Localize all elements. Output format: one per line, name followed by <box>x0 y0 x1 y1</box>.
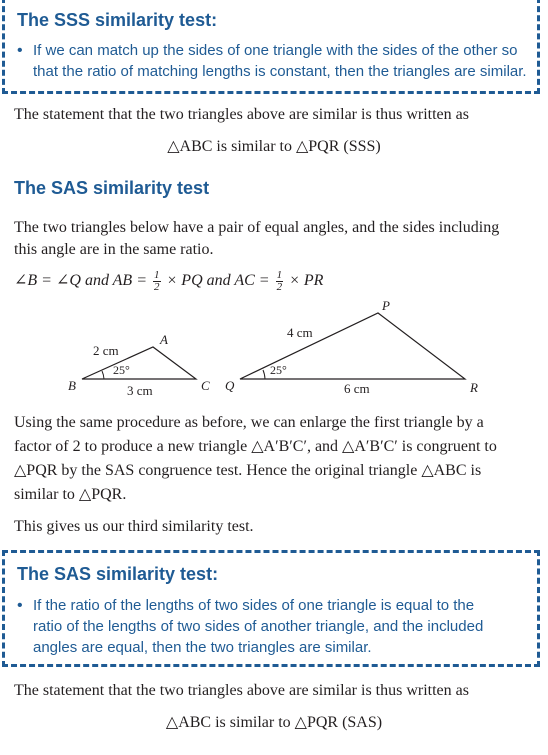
sss-box-text <box>17 40 529 82</box>
fraction-half <box>153 270 161 293</box>
fraction-half <box>276 270 284 293</box>
sas-box-text <box>17 595 529 658</box>
vertex-c-label: C <box>201 378 210 393</box>
angle-b-label: 25° <box>113 363 130 377</box>
fraction-denominator: 2 <box>276 281 283 293</box>
angle-q-label: 25° <box>270 363 287 377</box>
sss-box-line: If we can match up the sides of one triangle with the sides of the other so <box>33 42 518 59</box>
procedure-line: △PQR by the SAS congruence test. Hence the original triangle △ABC is <box>14 462 482 479</box>
sas-box-line: If the ratio of the lengths of two sides of one triangle is equal to the <box>33 597 475 614</box>
sss-statement-intro: The statement that the two triangles above are similar is thus written as <box>14 106 469 123</box>
sas-heading: The SAS similarity test <box>14 178 210 198</box>
fraction-numerator: 1 <box>154 269 160 281</box>
sas-box-line: ratio of the lengths of two sides of another triangle, and the included <box>33 618 484 635</box>
sas-intro <box>14 217 536 261</box>
sss-test-box <box>2 0 540 94</box>
procedure-line: factor of 2 to produce a new triangle △A′B′C′, and △A′B′C′ is congruent to <box>14 438 497 455</box>
condition-times-pq: × PQ and AC = <box>166 272 270 290</box>
fraction-denominator: 2 <box>154 281 160 293</box>
sas-statement-intro: The statement that the two triangles above are similar is thus written as <box>14 682 469 699</box>
procedure-paragraph <box>14 411 536 507</box>
sas-box-line: angles are equal, then the two triangles are similar. <box>33 639 372 656</box>
vertex-b-label: B <box>68 378 76 393</box>
sas-intro-line: The two triangles below have a pair of equal angles, and the sides including <box>14 219 500 236</box>
condition-angle-part: ∠B = ∠Q and AB = <box>14 272 147 290</box>
sss-statement-result: △ABC is similar to △PQR (SSS) <box>167 138 381 155</box>
sas-box-title: The SAS similarity test: <box>17 564 219 584</box>
vertex-p-label: P <box>382 298 390 313</box>
condition-times-pr: × PR <box>289 272 324 290</box>
condition-line <box>14 270 536 293</box>
small-triangle <box>68 332 210 398</box>
vertex-q-label: Q <box>225 378 235 393</box>
side-pq-label: 4 cm <box>287 325 313 340</box>
side-qr-label: 6 cm <box>344 381 370 396</box>
triangles-diagram <box>0 295 548 400</box>
sas-intro-line: this angle are in the same ratio. <box>14 241 214 258</box>
sas-statement-result: △ABC is similar to △PQR (SAS) <box>165 714 383 731</box>
vertex-a-label: A <box>160 332 168 347</box>
side-ab-label: 2 cm <box>93 343 119 358</box>
sss-box-line: that the ratio of matching lengths is constant, then the triangles are similar. <box>33 63 527 80</box>
angle-q-arc <box>263 370 265 379</box>
sas-test-box <box>2 550 540 667</box>
bullet-icon: • <box>17 597 23 614</box>
large-triangle <box>225 298 478 396</box>
fraction-numerator: 1 <box>276 269 283 281</box>
procedure-line: Using the same procedure as before, we can enlarge the first triangle by a <box>14 414 484 431</box>
third-test-text: This gives us our third similarity test. <box>14 518 254 535</box>
procedure-line: similar to △PQR. <box>14 486 127 503</box>
angle-b-arc <box>102 371 104 379</box>
bullet-icon: • <box>17 42 23 59</box>
sss-box-title: The SSS similarity test: <box>17 10 218 30</box>
vertex-r-label: R <box>470 380 478 395</box>
side-bc-label: 3 cm <box>127 383 153 398</box>
